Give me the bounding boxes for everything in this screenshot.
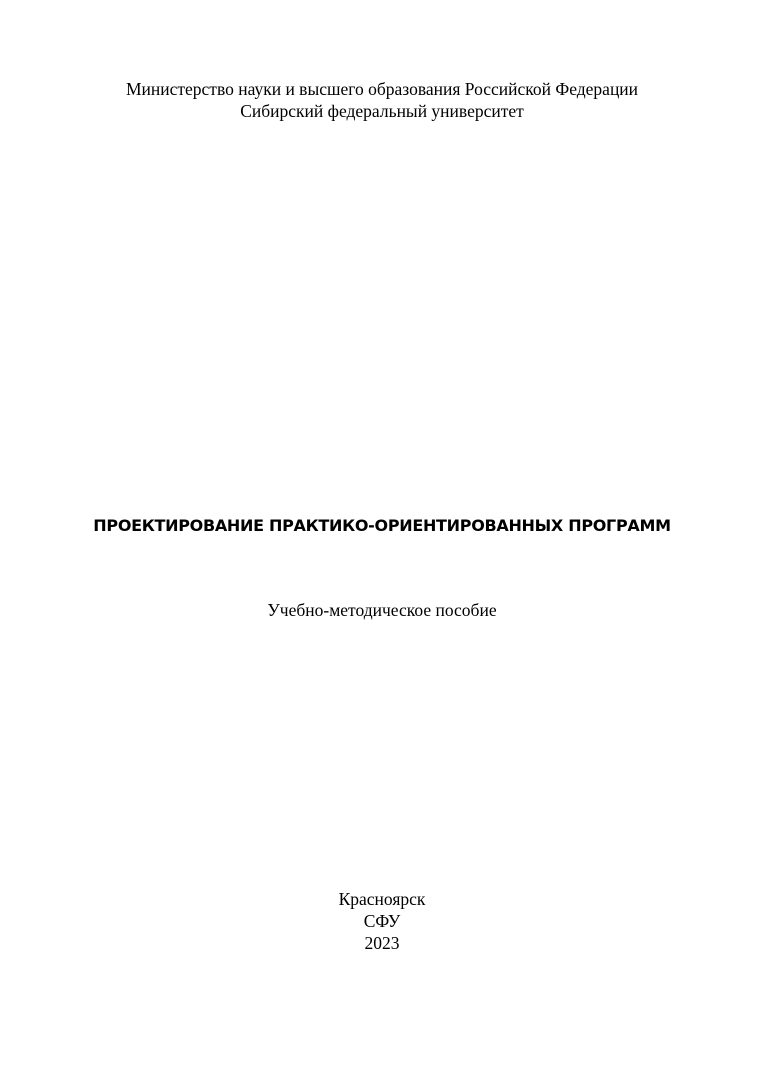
imprint-publisher: СФУ xyxy=(363,911,401,931)
ministry-name: Министерство науки и высшего образования Российской Федерации xyxy=(125,79,639,99)
document-subtitle: Учебно-методическое пособие xyxy=(267,600,497,620)
university-name: Сибирский федеральный университет xyxy=(240,101,524,121)
imprint-city: Красноярск xyxy=(338,889,426,909)
imprint-year: 2023 xyxy=(364,933,400,953)
document-title: ПРОЕКТИРОВАНИЕ ПРАКТИКО-ОРИЕНТИРОВАННЫХ ПРОГРАММ xyxy=(93,516,671,535)
document-header xyxy=(0,78,764,122)
imprint xyxy=(0,888,764,954)
